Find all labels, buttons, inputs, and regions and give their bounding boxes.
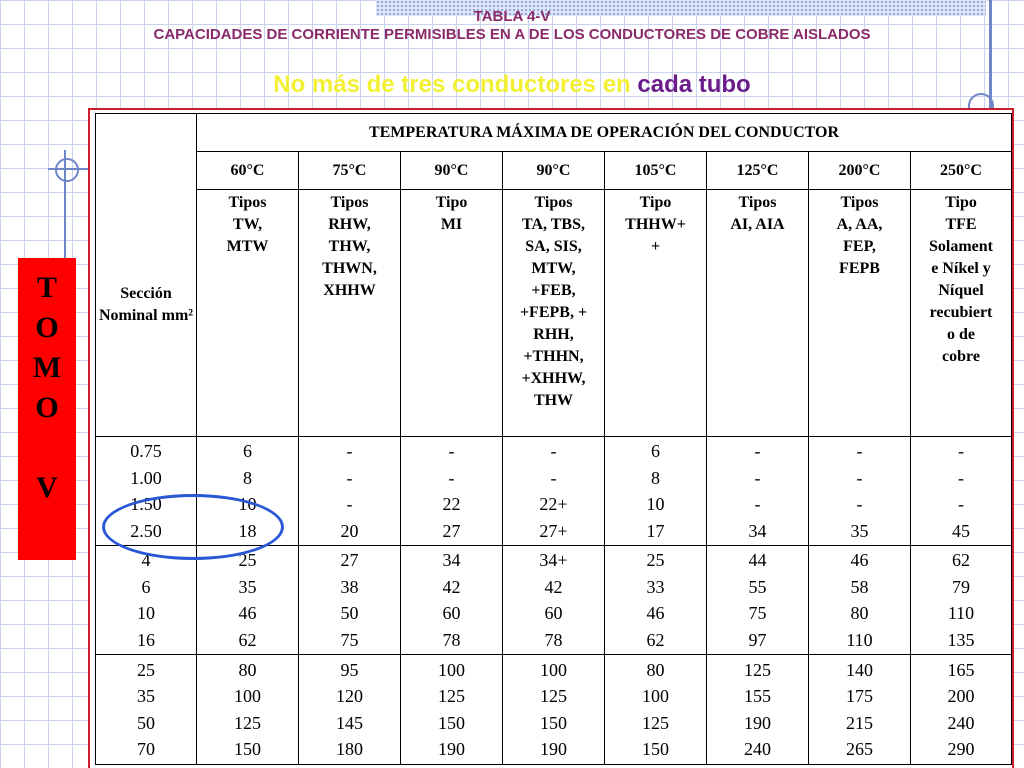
temperature-header-5: 125°C	[707, 152, 809, 190]
ampacity-values-col-6: - - - 35	[809, 437, 911, 546]
ampacity-values-col-0: 25 35 46 62	[197, 546, 299, 655]
ampacity-values-col-1: - - - 20	[299, 437, 401, 546]
temperature-header-4: 105°C	[605, 152, 707, 190]
conductor-type-0: Tipos TW, MTW	[197, 190, 299, 437]
section-header	[96, 114, 197, 437]
section-values: 0.75 1.00 1.50 2.50	[96, 437, 197, 546]
temperature-header-2: 90°C	[401, 152, 503, 190]
ampacity-values-col-2: - - 22 27	[401, 437, 503, 546]
ampacity-values-col-6: 46 58 80 110	[809, 546, 911, 655]
temperature-header-6: 200°C	[809, 152, 911, 190]
page-title: CAPACIDADES DE CORRIENTE PERMISIBLES EN A DE LOS CONDUCTORES DE COBRE AISLADOS	[153, 26, 871, 43]
temperature-header-1: 75°C	[299, 152, 401, 190]
table-label: TABLA 4-V	[473, 8, 551, 25]
subtitle-faded-text: No más de tres conductores en	[273, 71, 638, 98]
temperature-header-0: 60°C	[197, 152, 299, 190]
side-volume-label: T O M O V	[18, 258, 76, 560]
ampacity-values-col-7: 62 79 110 135	[911, 546, 1012, 655]
ampacity-values-col-4: 25 33 46 62	[605, 546, 707, 655]
section-values: 25 35 50 70	[96, 655, 197, 765]
conductor-type-7: Tipo TFE Solament e Níkel y Níquel recubiert o de cobre	[911, 190, 1012, 437]
conductor-type-1: Tipos RHW, THW, THWN, XHHW	[299, 190, 401, 437]
ampacity-values-col-0: 80 100 125 150	[197, 655, 299, 765]
ampacity-values-col-3: 100 125 150 190	[503, 655, 605, 765]
ampacity-values-col-4: 80 100 125 150	[605, 655, 707, 765]
table-row	[96, 546, 1012, 655]
highlight-oval	[102, 494, 284, 560]
ampacity-values-col-5: 44 55 75 97	[707, 546, 809, 655]
ampacity-values-col-5: 125 155 190 240	[707, 655, 809, 765]
conductor-type-5: Tipos AI, AIA	[707, 190, 809, 437]
ampacity-values-col-4: 6 8 10 17	[605, 437, 707, 546]
section-header-label: Sección Nominal mm²	[98, 285, 194, 324]
ampacity-values-col-6: 140 175 215 265	[809, 655, 911, 765]
section-values: 4 6 10 16	[96, 546, 197, 655]
ampacity-values-col-1: 95 120 145 180	[299, 655, 401, 765]
max-temp-header: TEMPERATURA MÁXIMA DE OPERACIÓN DEL CONDUCTOR	[197, 114, 1012, 152]
conductor-type-2: Tipo MI	[401, 190, 503, 437]
ampacity-values-col-7: 165 200 240 290	[911, 655, 1012, 765]
ampacity-values-col-7: - - - 45	[911, 437, 1012, 546]
capacity-table	[95, 113, 1012, 765]
temperature-header-3: 90°C	[503, 152, 605, 190]
subtitle-accent-text: cada tubo	[637, 71, 751, 98]
conductor-type-4: Tipo THHW+ +	[605, 190, 707, 437]
ampacity-values-col-3: 34+ 42 60 78	[503, 546, 605, 655]
ampacity-values-col-2: 100 125 150 190	[401, 655, 503, 765]
types-row	[96, 190, 1012, 437]
conductor-type-6: Tipos A, AA, FEP, FEPB	[809, 190, 911, 437]
temperature-header-7: 250°C	[911, 152, 1012, 190]
page-subtitle	[0, 71, 1024, 99]
temperature-row	[96, 152, 1012, 190]
ampacity-values-col-5: - - - 34	[707, 437, 809, 546]
ampacity-values-col-0: 6 8 10 18	[197, 437, 299, 546]
decorative-crosshair-icon	[55, 158, 79, 182]
conductor-type-3: Tipos TA, TBS, SA, SIS, MTW, +FEB, +FEPB, + RHH, +THHN, +XHHW, THW	[503, 190, 605, 437]
ampacity-values-col-1: 27 38 50 75	[299, 546, 401, 655]
table-row	[96, 655, 1012, 765]
ampacity-values-col-2: 34 42 60 78	[401, 546, 503, 655]
ampacity-values-col-3: - - 22+ 27+	[503, 437, 605, 546]
